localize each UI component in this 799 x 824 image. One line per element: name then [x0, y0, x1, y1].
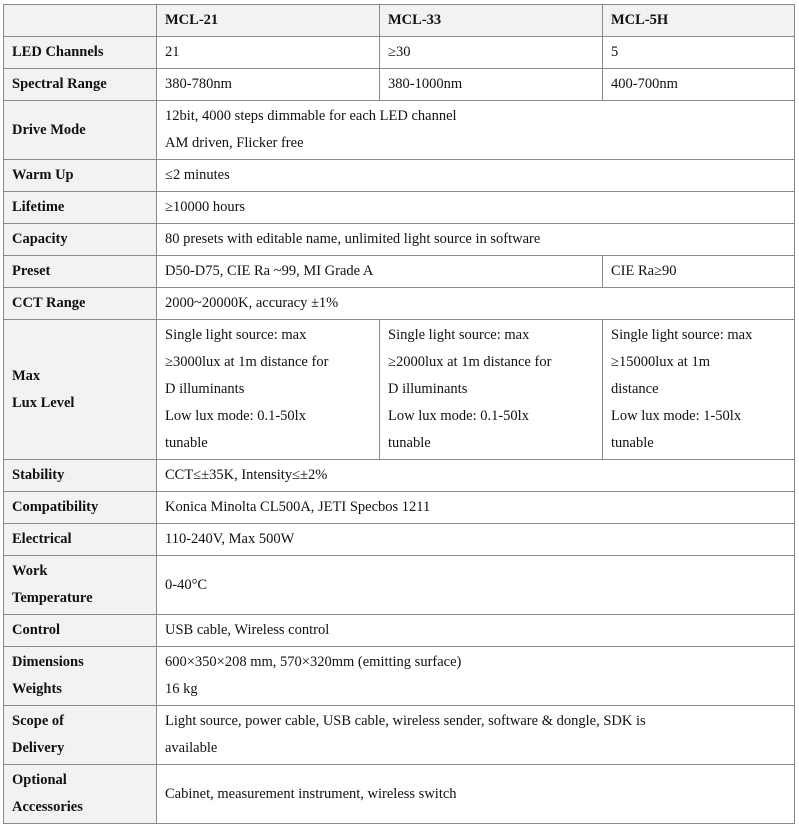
led-channels-mcl-21: 21: [157, 37, 380, 69]
label-cct-range: CCT Range: [4, 288, 157, 320]
label-stability: Stability: [4, 460, 157, 492]
preset-mcl-21-33: D50-D75, CIE Ra ~99, MI Grade A: [157, 256, 603, 288]
label-optional-line-1: Optional: [12, 772, 67, 788]
label-scope-line-1: Scope of: [12, 713, 64, 729]
max-lux-mcl-33-line: ≥2000lux at 1m distance for: [388, 354, 552, 370]
row-drive-mode: [4, 101, 795, 160]
header-mcl-33: MCL-33: [380, 5, 603, 37]
max-lux-mcl-21: [157, 320, 380, 460]
label-max-lux-line-1: Max: [12, 367, 41, 384]
label-lifetime: Lifetime: [4, 192, 157, 224]
warm-up-value: ≤2 minutes: [157, 160, 795, 192]
spectral-range-mcl-21: 380-780nm: [157, 69, 380, 101]
label-dimensions: Dimensions: [12, 654, 84, 670]
electrical-value: 110-240V, Max 500W: [157, 524, 795, 556]
row-work-temperature: [4, 556, 795, 615]
cct-range-value: 2000~20000K, accuracy ±1%: [157, 288, 795, 320]
max-lux-mcl-21-line: Single light source: max: [165, 327, 307, 343]
lifetime-value: ≥10000 hours: [157, 192, 795, 224]
led-channels-mcl-33: ≥30: [380, 37, 603, 69]
label-spectral-range: Spectral Range: [4, 69, 157, 101]
row-optional-accessories: [4, 765, 795, 824]
row-max-lux-level: [4, 320, 795, 460]
row-lifetime: [4, 192, 795, 224]
label-weights: Weights: [12, 681, 62, 697]
max-lux-mcl-21-line: ≥3000lux at 1m distance for: [165, 354, 329, 370]
label-preset: Preset: [4, 256, 157, 288]
label-warm-up: Warm Up: [4, 160, 157, 192]
row-led-channels: [4, 37, 795, 69]
max-lux-mcl-33: [380, 320, 603, 460]
optional-accessories-value: Cabinet, measurement instrument, wireless switch: [157, 765, 795, 824]
scope-line-2: available: [165, 740, 218, 756]
row-preset: [4, 256, 795, 288]
led-channels-mcl-5h: 5: [603, 37, 795, 69]
drive-mode-line-1: 12bit, 4000 steps dimmable for each LED channel: [165, 108, 457, 124]
compatibility-value: Konica Minolta CL500A, JETI Specbos 1211: [157, 492, 795, 524]
row-scope-of-delivery: [4, 706, 795, 765]
label-control: Control: [4, 615, 157, 647]
header-row: [4, 5, 795, 37]
row-warm-up: [4, 160, 795, 192]
label-max-lux-line-2: Lux Level: [12, 394, 75, 411]
max-lux-mcl-21-line: Low lux mode: 0.1-50lx: [165, 408, 306, 424]
label-work-temperature: [4, 556, 157, 615]
label-drive-mode: Drive Mode: [4, 101, 157, 160]
max-lux-mcl-5h-line: tunable: [611, 435, 654, 451]
work-temperature-value: 0-40°C: [157, 556, 795, 615]
max-lux-mcl-21-line: D illuminants: [165, 381, 245, 397]
row-control: [4, 615, 795, 647]
header-mcl-21: MCL-21: [157, 5, 380, 37]
max-lux-mcl-5h-line: Low lux mode: 1-50lx: [611, 408, 742, 424]
label-max-lux-level: [4, 320, 157, 460]
max-lux-mcl-33-line: Single light source: max: [388, 327, 530, 343]
label-optional-accessories: [4, 765, 157, 824]
label-led-channels: LED Channels: [4, 37, 157, 69]
spectral-range-mcl-5h: 400-700nm: [603, 69, 795, 101]
max-lux-mcl-33-line: Low lux mode: 0.1-50lx: [388, 408, 529, 424]
max-lux-mcl-5h-line: ≥15000lux at 1m: [611, 354, 710, 370]
label-compatibility: Compatibility: [4, 492, 157, 524]
stability-value: CCT≤±35K, Intensity≤±2%: [157, 460, 795, 492]
max-lux-mcl-21-line: tunable: [165, 435, 208, 451]
max-lux-mcl-5h-line: distance: [611, 381, 659, 397]
control-value: USB cable, Wireless control: [157, 615, 795, 647]
row-compatibility: [4, 492, 795, 524]
weights-value: 16 kg: [165, 681, 198, 697]
scope-line-1: Light source, power cable, USB cable, wireless sender, software & dongle, SDK is: [165, 713, 646, 729]
preset-mcl-5h: CIE Ra≥90: [603, 256, 795, 288]
dimensions-value: 600×350×208 mm, 570×320mm (emitting surface): [165, 654, 462, 670]
drive-mode-value: [157, 101, 795, 160]
header-mcl-5h: MCL-5H: [603, 5, 795, 37]
row-electrical: [4, 524, 795, 556]
max-lux-mcl-5h-line: Single light source: max: [611, 327, 753, 343]
spectral-range-mcl-33: 380-1000nm: [380, 69, 603, 101]
max-lux-mcl-33-line: D illuminants: [388, 381, 468, 397]
label-dimensions-weights: [4, 647, 157, 706]
scope-of-delivery-value: [157, 706, 795, 765]
capacity-value: 80 presets with editable name, unlimited light source in software: [157, 224, 795, 256]
row-dimensions-weights: [4, 647, 795, 706]
label-scope-line-2: Delivery: [12, 740, 65, 756]
dimensions-weights-value: [157, 647, 795, 706]
row-stability: [4, 460, 795, 492]
label-optional-line-2: Accessories: [12, 799, 83, 815]
row-cct-range: [4, 288, 795, 320]
max-lux-mcl-33-line: tunable: [388, 435, 431, 451]
label-electrical: Electrical: [4, 524, 157, 556]
row-capacity: [4, 224, 795, 256]
label-scope-of-delivery: [4, 706, 157, 765]
drive-mode-line-2: AM driven, Flicker free: [165, 135, 304, 151]
header-corner: [4, 5, 157, 37]
label-capacity: Capacity: [4, 224, 157, 256]
label-work-temperature-line-2: Temperature: [12, 590, 93, 606]
spec-table: [3, 4, 795, 824]
row-spectral-range: [4, 69, 795, 101]
label-work-temperature-line-1: Work: [12, 563, 48, 579]
max-lux-mcl-5h: [603, 320, 795, 460]
